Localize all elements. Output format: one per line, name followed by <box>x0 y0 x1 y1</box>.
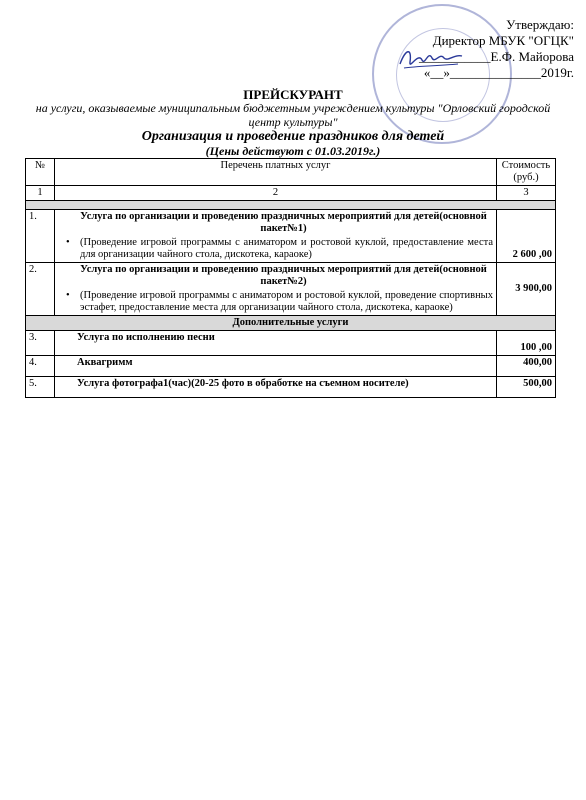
approval-line-4: «__»______________2019г. <box>423 65 574 80</box>
column-header-number: № <box>26 159 55 186</box>
service-cell <box>55 210 497 263</box>
service-price: 3 900,00 <box>497 263 556 316</box>
row-number: 1. <box>26 210 55 263</box>
row-number: 4. <box>26 356 55 377</box>
column-numbers-row <box>26 186 556 201</box>
service-title: Услуга по организации и проведению праздничных мероприятий для детей(основной пакет№2) <box>80 264 487 287</box>
table-header-row <box>26 159 556 186</box>
service-detail <box>58 290 493 314</box>
section-heading: Организация и проведение праздников для детей <box>141 129 445 144</box>
bullet-icon: • <box>66 237 70 248</box>
column-number: 2 <box>55 186 497 201</box>
service-detail-text: (Проведение игровой программы с аниматором и ростовой куклой, предоставление места для организации чайного стола, дискотека, караоке) <box>80 237 493 260</box>
row-number: 5. <box>26 377 55 398</box>
service-title: Услуга фотографа1(час)(20-25 фото в обработке на съемном носителе) <box>55 377 497 398</box>
bullet-icon: • <box>66 290 70 301</box>
table-row <box>26 331 556 356</box>
service-title: Услуга по исполнению песни <box>55 331 497 356</box>
document-title: ПРЕЙСКУРАНТ <box>243 87 343 102</box>
service-price: 400,00 <box>497 356 556 377</box>
approval-line-1: Утверждаю: <box>506 17 574 32</box>
column-number: 1 <box>26 186 55 201</box>
service-cell <box>55 263 497 316</box>
spacer-cell <box>26 201 556 210</box>
table-row <box>26 377 556 398</box>
service-title: Аквагримм <box>55 356 497 377</box>
validity-note: (Цены действуют с 01.03.2019г.) <box>205 144 381 158</box>
service-title: Услуга по организации и проведению праздничных мероприятий для детей(основной пакет№1) <box>80 211 487 234</box>
spacer-row <box>26 201 556 210</box>
table-row <box>26 210 556 263</box>
column-header-price: Стоимость (руб.) <box>497 159 556 186</box>
column-header-services: Перечень платных услуг <box>55 159 497 186</box>
additional-header-row <box>26 316 556 331</box>
service-detail-text: (Проведение игровой программы с аниматором и ростовой куклой, проведение спортивных эстафет, предоставление места для организации чайного стола, дискотека, караоке) <box>80 290 493 313</box>
service-price: 100 ,00 <box>497 331 556 356</box>
row-number: 2. <box>26 263 55 316</box>
table-row <box>26 263 556 316</box>
service-detail <box>58 237 493 261</box>
service-price: 2 600 ,00 <box>497 210 556 263</box>
approval-line-3: ___________Е.Ф. Майорова <box>419 49 574 64</box>
approval-block <box>419 17 574 81</box>
additional-services-header: Дополнительные услуги <box>26 316 556 331</box>
service-price: 500,00 <box>497 377 556 398</box>
row-number: 3. <box>26 331 55 356</box>
document-subtitle: на услуги, оказываемые муниципальным бюджетным учреждением культуры "Орловский городской центр культуры" <box>35 101 551 129</box>
table-row <box>26 356 556 377</box>
price-table <box>25 158 556 398</box>
column-number: 3 <box>497 186 556 201</box>
approval-line-2: Директор МБУК "ОГЦК" <box>432 33 574 48</box>
